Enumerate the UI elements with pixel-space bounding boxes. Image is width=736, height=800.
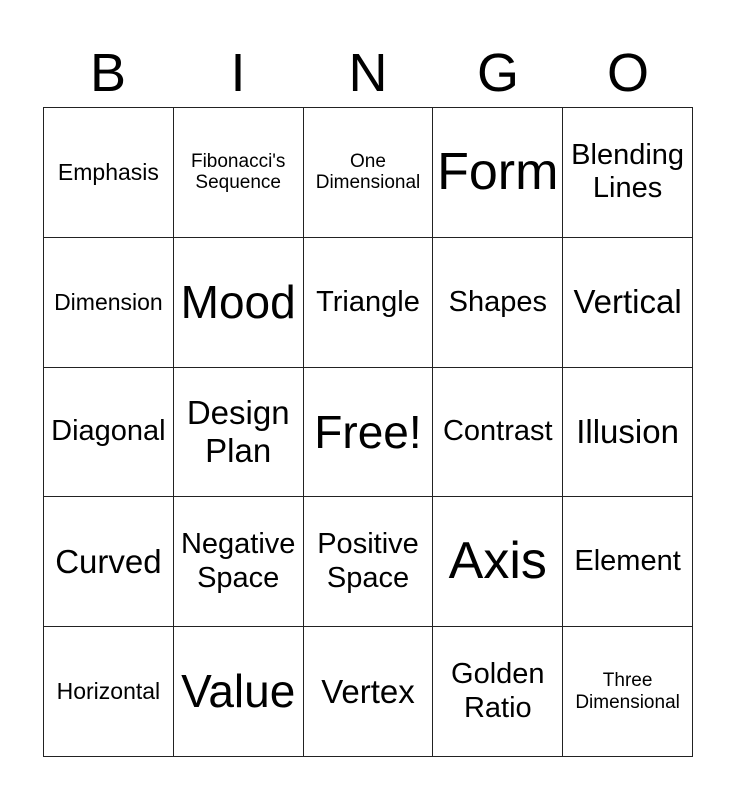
cell-label: Shapes — [448, 285, 547, 318]
cell-label: Curved — [55, 542, 162, 580]
bingo-cell-free[interactable] — [304, 368, 434, 498]
cell-label: Axis — [448, 531, 547, 590]
cell-label: Free! — [314, 405, 422, 458]
cell-label: Fibonacci's Sequence — [190, 150, 286, 194]
cell-label: Diagonal — [51, 415, 166, 448]
cell-label: Contrast — [442, 415, 553, 448]
bingo-cell[interactable] — [304, 108, 434, 238]
cell-label: Vertex — [321, 672, 415, 710]
cell-label: Dimension — [54, 288, 163, 315]
cell-label: Mood — [180, 275, 296, 328]
bingo-cell[interactable] — [563, 627, 693, 757]
bingo-cell[interactable] — [44, 238, 174, 368]
cell-label: Triangle — [316, 285, 420, 318]
bingo-cell[interactable] — [563, 368, 693, 498]
cell-label: Positive Space — [317, 528, 419, 594]
header-letter-i: I — [230, 43, 246, 103]
bingo-cell[interactable] — [433, 108, 563, 238]
header-letter-o: O — [606, 43, 649, 103]
bingo-cell[interactable] — [174, 497, 304, 627]
bingo-cell[interactable] — [433, 627, 563, 757]
cell-label: Vertical — [573, 283, 682, 321]
bingo-cell[interactable] — [433, 238, 563, 368]
bingo-cell[interactable] — [44, 368, 174, 498]
bingo-cell[interactable] — [563, 238, 693, 368]
bingo-cell[interactable] — [304, 497, 434, 627]
cell-label: One Dimensional — [315, 150, 421, 194]
bingo-cell[interactable] — [563, 497, 693, 627]
cell-label: Golden Ratio — [451, 658, 545, 724]
bingo-cell[interactable] — [304, 627, 434, 757]
bingo-cell[interactable] — [174, 238, 304, 368]
cell-label: Blending Lines — [571, 139, 685, 205]
cell-label: Value — [181, 665, 296, 718]
cell-label: Element — [574, 545, 681, 578]
bingo-cell[interactable] — [174, 108, 304, 238]
cell-label: Negative Space — [180, 528, 296, 594]
header-letter-g: G — [476, 43, 519, 103]
bingo-cell[interactable] — [174, 368, 304, 498]
bingo-cell[interactable] — [563, 108, 693, 238]
cell-label: Horizontal — [56, 678, 161, 705]
cell-label: Design Plan — [186, 394, 290, 469]
cell-label: Illusion — [576, 413, 679, 451]
header-letter-n: N — [348, 43, 388, 103]
cell-label: Emphasis — [57, 159, 159, 186]
bingo-cell[interactable] — [44, 108, 174, 238]
bingo-board — [43, 107, 693, 757]
bingo-cell[interactable] — [44, 627, 174, 757]
cell-label: Three Dimensional — [575, 669, 680, 713]
header-letter-b: B — [89, 43, 127, 103]
bingo-cell[interactable] — [174, 627, 304, 757]
bingo-cell[interactable] — [44, 497, 174, 627]
cell-label: Form — [437, 142, 559, 201]
bingo-cell[interactable] — [433, 497, 563, 627]
bingo-cell[interactable] — [304, 238, 434, 368]
bingo-header — [43, 40, 693, 106]
bingo-cell[interactable] — [433, 368, 563, 498]
